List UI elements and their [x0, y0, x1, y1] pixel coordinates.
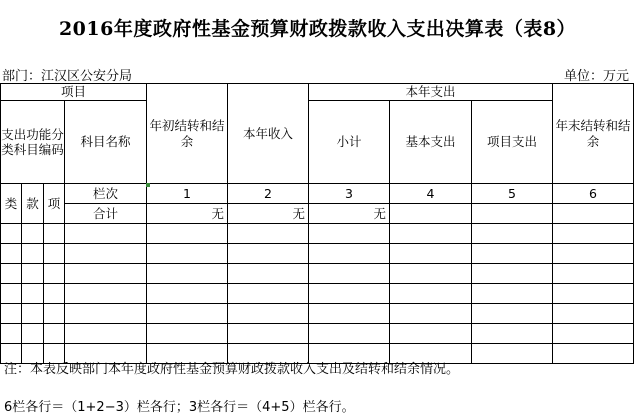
header-project-expense: 项目支出: [472, 101, 553, 184]
total-project-expense: [472, 204, 553, 224]
total-current-income: 无: [228, 204, 309, 224]
header-row-1: [1, 84, 634, 101]
header-lei: 类: [1, 184, 22, 224]
column-number-row: [1, 184, 634, 204]
header-row-no: 栏次: [65, 184, 147, 204]
col-number-5: 5: [472, 184, 553, 204]
total-row: [1, 204, 634, 224]
note-line-2: 6栏各行＝（1+2−3）栏各行；3栏各行＝（4+5）栏各行。: [4, 400, 355, 415]
col-number-3: 3: [309, 184, 390, 204]
table-row: [1, 304, 634, 324]
department-label: 部门：江汉区公安分局: [2, 69, 133, 84]
header-end-balance: 年末结转和结余: [553, 84, 634, 184]
header-project: 项目: [1, 84, 147, 101]
note-line-1: 注：本表反映部门本年度政府性基金预算财政拨款收入支出及结转和结余情况。: [4, 362, 460, 377]
col-number-1: 1: [147, 184, 228, 204]
cell-selection-marker: [146, 183, 150, 187]
budget-table: [0, 83, 634, 364]
table-row: [1, 224, 634, 244]
total-begin-balance: 无: [147, 204, 228, 224]
table-row: [1, 324, 634, 344]
header-subject-name: 科目名称: [65, 101, 147, 184]
total-label: 合计: [65, 204, 147, 224]
header-kuan: 款: [22, 184, 44, 224]
header-basic-expense: 基本支出: [390, 101, 472, 184]
header-current-expense: 本年支出: [309, 84, 553, 101]
header-subtotal: 小计: [309, 101, 390, 184]
total-end-balance: [553, 204, 634, 224]
total-subtotal: 无: [309, 204, 390, 224]
col-number-2: 2: [228, 184, 309, 204]
page-title: 2016年度政府性基金预算财政拨款收入支出决算表（表8）: [58, 18, 577, 40]
col-number-4: 4: [390, 184, 472, 204]
header-func-code: 支出功能分类科目编码: [1, 101, 65, 184]
table-row: [1, 264, 634, 284]
total-basic-expense: [390, 204, 472, 224]
col-number-6: 6: [553, 184, 634, 204]
table-row: [1, 284, 634, 304]
header-xiang: 项: [44, 184, 65, 224]
header-begin-balance: 年初结转和结余: [147, 84, 228, 184]
header-row-2: [1, 101, 634, 184]
table-row: [1, 244, 634, 264]
header-current-income: 本年收入: [228, 84, 309, 184]
unit-label: 单位：万元: [563, 69, 629, 84]
